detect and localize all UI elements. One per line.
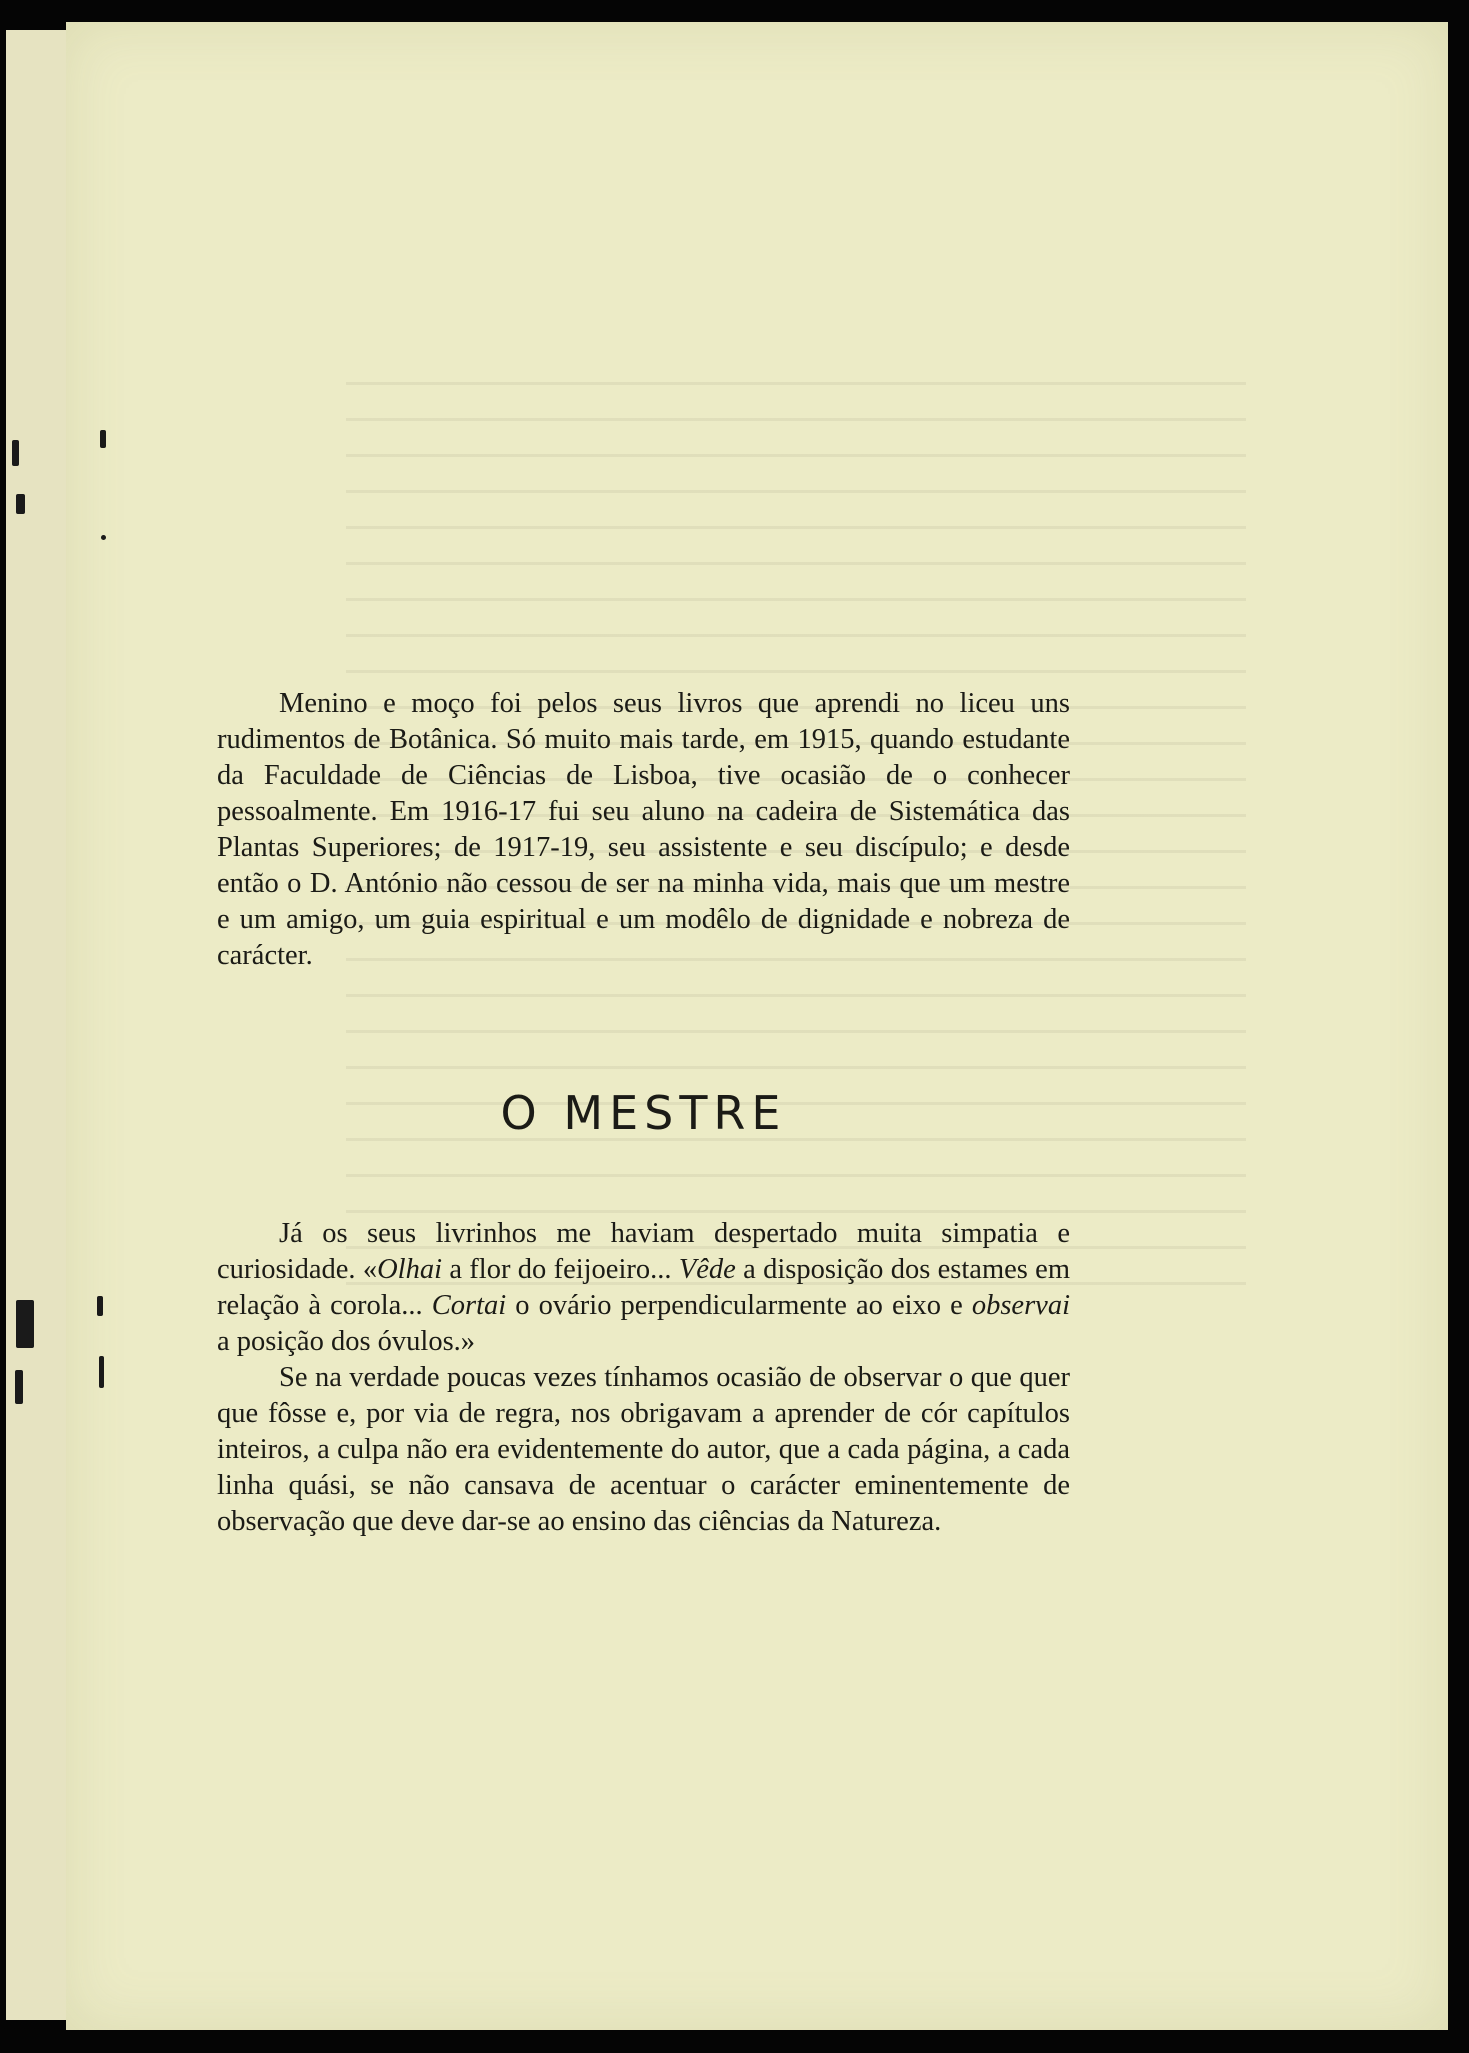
body-text (217, 1216, 1070, 1540)
binding-mark (101, 535, 106, 540)
intro-paragraph (217, 686, 1070, 974)
italic-text: Olhai (377, 1254, 442, 1285)
paragraph-text: Menino e moço foi pelos seus livros que aprendi no liceu uns rudimentos de Botânica. Só muito mais tarde, em 1915, quando estudante da Faculdade de Ciências de Lisboa, tive ocasião de o conhecer pessoalmente. Em 1916-17 fui seu aluno na cadeira de Sistemática das Plantas Superiores; de 1917-19, seu assistente e seu discípulo; e desde então o D. António não cessou de ser na minha vida, mais que um mestre e um amigo, um guia espiritual e um modêlo de dignidade e nobreza de carácter. (217, 688, 1070, 971)
quote-paragraph (217, 1216, 1070, 1360)
section-heading: O MESTRE (500, 1086, 787, 1140)
text-run: o ovário perpendicularmente ao eixo e (506, 1290, 972, 1321)
text-run: a posição dos óvulos.» (217, 1326, 476, 1357)
previous-page-edge (6, 30, 70, 2020)
binding-mark (97, 1296, 103, 1316)
italic-text: Cortai (431, 1290, 507, 1321)
italic-text: observai (971, 1290, 1070, 1321)
binding-mark (15, 1370, 23, 1404)
text-run: a disposição dos estames em relação à corola... (217, 1254, 1070, 1321)
text-run: Já os seus livrinhos me haviam despertado muita simpatia e curiosidade. « (217, 1218, 1070, 1285)
text-run: a flor do feijoeiro... (442, 1254, 679, 1285)
observation-paragraph: Se na verdade poucas vezes tínhamos ocasião de observar o que quer que fôsse e, por via de regra, nos obrigavam a aprender de cór capítulos inteiros, a culpa não era evidentemente do autor, que a cada página, a cada linha quási, se não cansava de acentuar o carácter eminentemente de observação que deve dar-se ao ensino das ciências da Natureza. (217, 1362, 1070, 1537)
binding-mark (100, 430, 106, 448)
page-sheet (66, 22, 1448, 2030)
binding-mark (16, 494, 25, 514)
binding-mark (16, 1300, 34, 1348)
binding-mark (12, 440, 19, 466)
binding-mark (99, 1356, 104, 1388)
italic-text: Vêde (678, 1254, 736, 1285)
